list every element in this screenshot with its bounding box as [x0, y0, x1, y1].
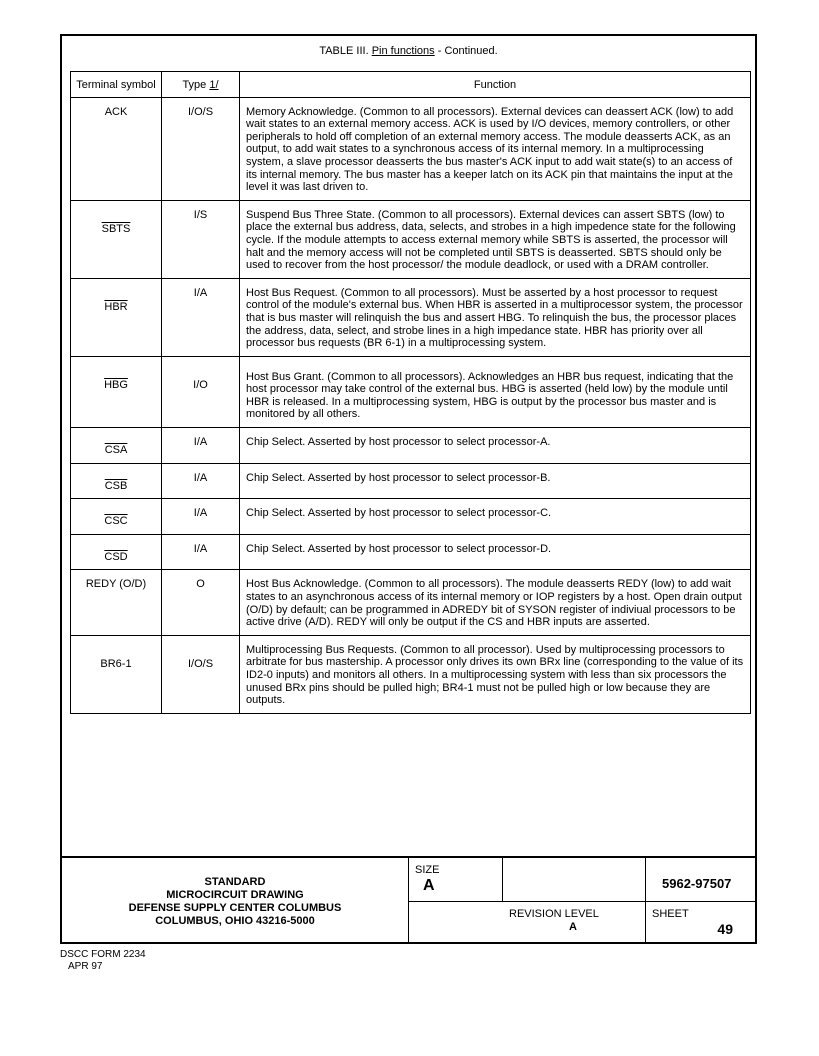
symbol-cell [71, 200, 162, 278]
revision-cell [409, 902, 646, 944]
standard-line: MICROCIRCUIT DRAWING [166, 889, 304, 901]
symbol-cell: ACK [71, 97, 162, 200]
function-cell: Host Bus Grant. (Common to all processors). Acknowledges an HBR bus request, indicating that the host processor may take control of the external bus. HBG is asserted (held low) by the module until HBR is released. In a multiprocessing system, HBG is output by the processor bus master and is monitored by all others. [240, 356, 751, 427]
blank-cell [503, 858, 646, 902]
sheet-label: SHEET [652, 908, 689, 920]
standard-line: DEFENSE SUPPLY CENTER COLUMBUS [128, 902, 342, 914]
form-number: DSCC FORM 2234 [60, 949, 146, 960]
pin-functions-table [70, 71, 751, 714]
function-cell: Host Bus Acknowledge. (Common to all processors). The module deasserts REDY (low) to add wait states to an asynchronous access of its internal memory or IOP registers by a host. Open drain output (O/D) by default; can be programmed in ADREDY bit of SYSON register of indiviual processors to be active drive (A/D). REDY will only be output if the CS and HBR inputs are asserted. [240, 570, 751, 635]
table-row [71, 570, 751, 635]
symbol-overlined: $\overline{CSD}$ [104, 550, 128, 563]
table-header-row [71, 72, 751, 98]
revision-value: A [569, 921, 577, 933]
table-row [71, 97, 751, 200]
form-date: APR 97 [68, 961, 103, 972]
table-row [71, 200, 751, 278]
function-cell: Suspend Bus Three State. (Common to all processors). External devices can assert SBTS (low) to place the external bus address, data, selects, and strobes in a high impedence state for the following cycle. If the module attempts to access external memory while SBTS is asserted, the processor will halt and the memory access will not be completed until SBTS is deasserted. SBTS should only be used to recover from the host processor/ the module deadlock, or used with a DRAM controller. [240, 200, 751, 278]
symbol-cell [71, 499, 162, 535]
symbol-cell [71, 463, 162, 499]
type-cell: I/A [162, 534, 240, 570]
sheet-value: 49 [717, 921, 733, 937]
table-row [71, 534, 751, 570]
symbol-overlined: $\overline{HBR}$ [104, 300, 128, 313]
symbol-text: BR6-1 [100, 657, 132, 670]
function-cell: Chip Select. Asserted by host processor to select processor-C. [240, 499, 751, 535]
type-cell: I/O/S [162, 97, 240, 200]
type-cell: I/O/S [162, 635, 240, 713]
symbol-cell [71, 356, 162, 427]
type-cell: I/A [162, 499, 240, 535]
table-row [71, 463, 751, 499]
type-cell: I/O [162, 356, 240, 427]
header-type [162, 72, 240, 98]
type-cell: I/A [162, 428, 240, 464]
sheet-cell [646, 902, 755, 944]
drawing-number: 5962-97507 [646, 858, 755, 902]
function-cell: Chip Select. Asserted by host processor to select processor-B. [240, 463, 751, 499]
revision-label: REVISION LEVEL [509, 908, 599, 920]
symbol-cell [71, 278, 162, 356]
title-block [62, 856, 755, 944]
table-title-suffix: - Continued. [437, 45, 498, 57]
function-cell: Chip Select. Asserted by host processor to select processor-D. [240, 534, 751, 570]
symbol-overlined: $\overline{CSB}$ [104, 479, 128, 492]
symbol-cell [71, 635, 162, 713]
size-value: A [423, 877, 435, 894]
type-cell: I/A [162, 463, 240, 499]
table-row [71, 428, 751, 464]
symbol-overlined: $\overline{CSC}$ [104, 515, 128, 528]
standard-line: STANDARD [204, 876, 266, 888]
table-row [71, 635, 751, 713]
standard-line: COLUMBUS, OHIO 43216-5000 [155, 915, 315, 927]
function-cell: Host Bus Request. (Common to all processors). Must be asserted by a host processor to request control of the module's external bus. When HBR is asserted in a multiprocessor system, the processor that is bus master will relinquish the bus and assert HBG. To relinquish the bus, the processor places the address, data, select, and strobe lines in a high impedance state. HBR has priority over all processor bus requests (BR 6-1) in a multiprocessing system. [240, 278, 751, 356]
function-cell: Multiprocessing Bus Requests. (Common to all processor). Used by multiprocessing processors to arbitrate for bus mastership. A processor only drives its own BRx line (corresponding to the value of its ID2-0 inputs) and monitors all others. In a multiprocessing system with less than six processors the unused BRx pins should be pulled high; BR4-1 must not be pulled high or low because they are outputs. [240, 635, 751, 713]
size-label: SIZE [415, 864, 440, 876]
function-cell: Chip Select. Asserted by host processor to select processor-A. [240, 428, 751, 464]
table-title [62, 45, 755, 57]
symbol-overlined: $\overline{CSA}$ [104, 444, 128, 457]
symbol-cell [71, 534, 162, 570]
form-id [60, 949, 146, 973]
table-title-link: Pin functions [371, 45, 435, 57]
header-terminal-symbol: Terminal symbol [71, 72, 162, 98]
header-function: Function [240, 72, 751, 98]
table-row [71, 278, 751, 356]
function-cell: Memory Acknowledge. (Common to all processors). External devices can deassert ACK (low) to add wait states to an external memory access. ACK is used by I/O devices, memory controllers, or other peripherals to hold off completion of an external memory access. The module deasserts ACK, as an output, to add wait states to a synchronous access of its internal memory. In a multiprocessing system, a slave processor deasserts the bus master's ACK input to add wait state(s) to an access of its internal memory. The bus master has a keeper latch on its ACK pin that maintains the input at the level it was last driven to. [240, 97, 751, 200]
header-type-label: Type [182, 79, 207, 91]
size-cell [409, 858, 503, 902]
drawing-frame [60, 34, 757, 944]
type-cell: I/S [162, 200, 240, 278]
symbol-cell [71, 428, 162, 464]
type-cell: I/A [162, 278, 240, 356]
table-row [71, 499, 751, 535]
header-type-note: 1/ [209, 79, 219, 91]
symbol-overlined: SBTS [101, 222, 131, 235]
table-row [71, 356, 751, 427]
table-title-prefix: TABLE III. [319, 45, 369, 57]
symbol-overlined: $\overline{HBG}$ [104, 378, 128, 391]
symbol-cell: REDY (O/D) [71, 570, 162, 635]
type-cell: O [162, 570, 240, 635]
standard-block [62, 858, 409, 944]
